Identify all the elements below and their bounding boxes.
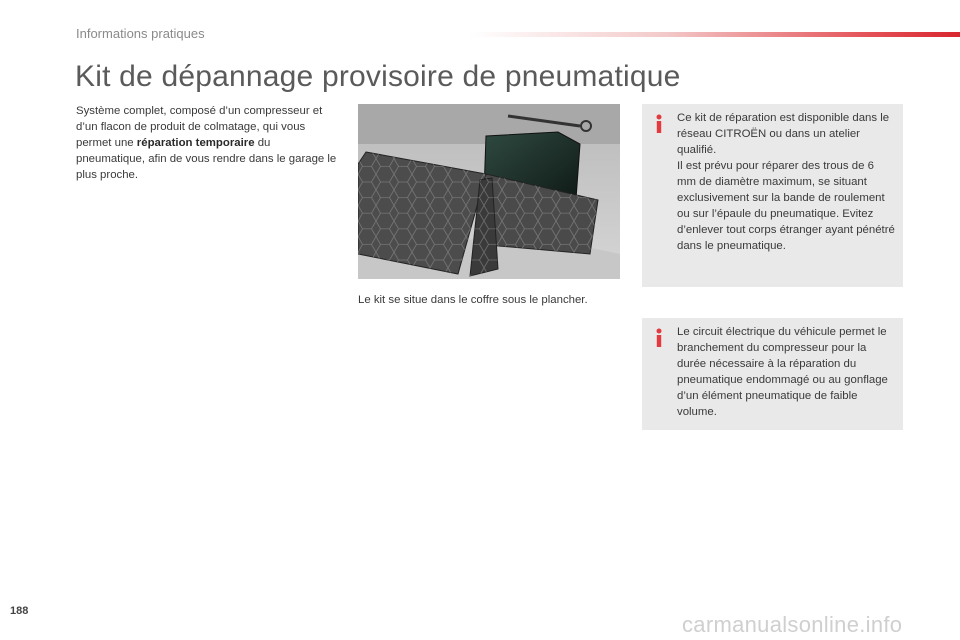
info-box-availability: [642, 104, 903, 287]
info-box-availability-text-1: Ce kit de réparation est disponible dans le réseau CITROËN ou dans un atelier qualifié.: [677, 112, 890, 156]
info-box-availability-text-2: Il est prévu pour réparer des trous de 6 mm de diamètre maximum, se situant exclusivement sur la bande de roulement ou sur l’épaule du pneumatique. Evitez d’enlever tout corps étranger ayant pénétré dans le pneumatique.: [677, 160, 895, 252]
trunk-kit-photo: [358, 104, 620, 279]
header-accent-rule: [470, 32, 960, 37]
section-label: Informations pratiques: [76, 26, 205, 41]
info-box-electrical-text: Le circuit électrique du véhicule permet le branchement du compresseur pour la durée nécessaire à la réparation du pneumatique endommagé ou au gonflage d’un élément pneumatique de faible volume.: [677, 326, 888, 418]
page-number: 188: [10, 605, 29, 617]
intro-text-bold: réparation temporaire: [136, 137, 255, 149]
intro-text-part2: du pneumatique, afin de vous rendre dans le garage le plus proche.: [76, 137, 337, 181]
page-title: Kit de dépannage provisoire de pneumatique: [75, 60, 681, 93]
intro-paragraph: [76, 103, 338, 183]
photo-caption: Le kit se situe dans le coffre sous le plancher.: [358, 294, 588, 306]
info-box-electrical: [642, 318, 903, 430]
info-icon: [654, 114, 664, 134]
intro-text-part1: Système complet, composé d’un compresseur et d’un flacon de produit de colmatage, qui vous permet une: [76, 105, 323, 149]
watermark: carmanualsonline.info: [682, 612, 903, 637]
info-icon: [654, 328, 664, 348]
trunk-kit-illustration: [358, 104, 620, 279]
